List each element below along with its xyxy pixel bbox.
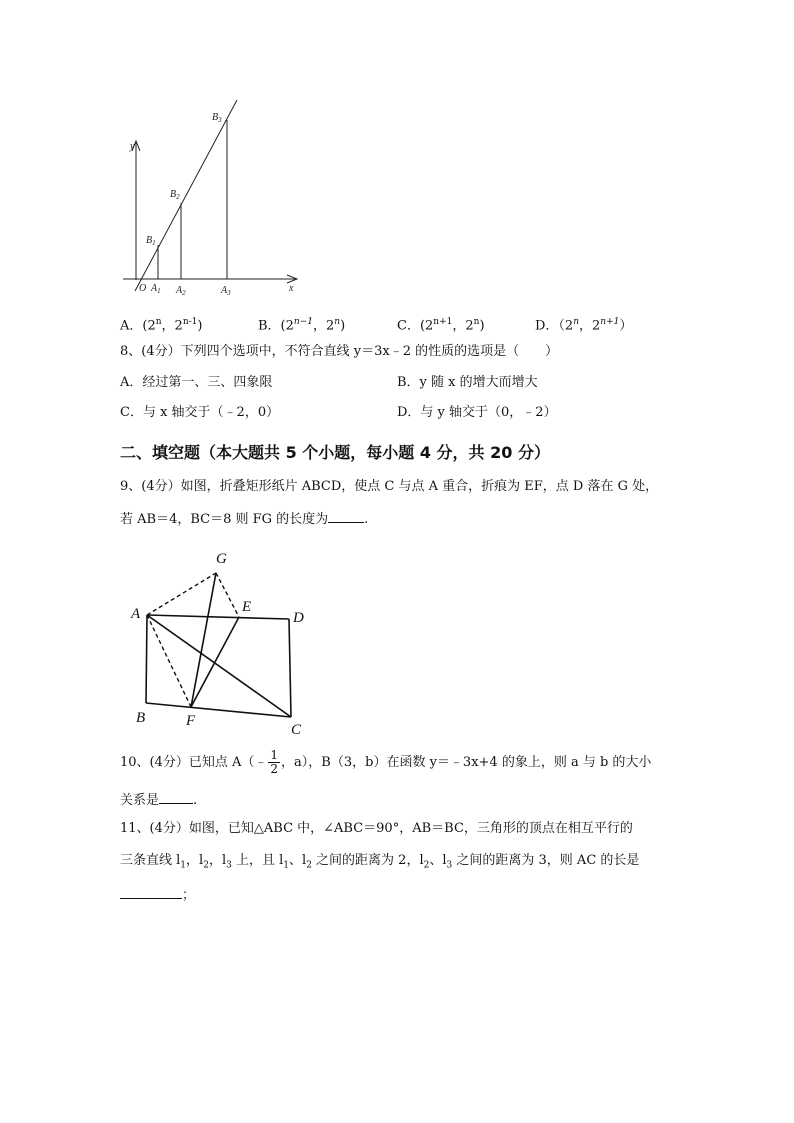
label-e: E — [242, 599, 252, 615]
slanted-line — [135, 100, 237, 291]
label-o: O — [139, 283, 147, 294]
dashed-ag — [147, 573, 216, 615]
q8-option-c: C．与 x 轴交于（﹣2，0） — [120, 405, 280, 420]
segment-fg — [191, 573, 216, 707]
q8-option-b: B．y 随 x 的增大而增大 — [397, 375, 538, 390]
label-x: x — [289, 283, 294, 294]
label-f: F — [186, 713, 196, 729]
label-a1: $A_1$ — [151, 283, 161, 295]
q10-line2: 关系是 . — [120, 790, 197, 810]
label-y: y — [130, 141, 135, 152]
label-b3: $B_3$ — [212, 112, 222, 124]
q10-fraction: $\frac{1}{2}$ — [270, 748, 279, 776]
label-g: G — [216, 551, 227, 567]
q7-option-a: A．(2$^n$，2$^{n-1}$) — [120, 317, 203, 334]
label-a: A — [131, 606, 141, 622]
dashed-af — [147, 615, 191, 707]
label-d: D — [293, 610, 304, 626]
label-a3: $A_3$ — [221, 285, 231, 297]
q10-answer-blank[interactable] — [159, 790, 193, 804]
q11-line2: 三条直线 $l_1$，$l_2$，$l_3$ 上，且 $l_1$、$l_2$ 之间的距离为 2，$l_2$、$l_3$ 之间的距离为 3，则 AC 的长是 — [120, 853, 640, 871]
q7-option-c: C．($2^{n+1}$，2$^n$) — [397, 317, 485, 334]
q8-stem: 8、(4分）下列四个选项中，不符合直线 y＝3x﹣2 的性质的选项是（ ） — [120, 344, 559, 359]
label-a2: $A_2$ — [176, 285, 186, 297]
edge-ba — [146, 615, 147, 703]
q9-line1: 9、(4分）如图，折叠矩形纸片 ABCD，使点 C 与点 A 重合，折痕为 EF，点 D 落在 G 处， — [120, 479, 659, 494]
q7-option-b: B．($2^{n-1}$，2$^n$) — [258, 317, 346, 334]
label-b: B — [136, 710, 146, 726]
q11-line3: ； — [120, 885, 195, 905]
q8-option-a: A．经过第一、三、四象限 — [120, 375, 273, 390]
figure-graph — [115, 95, 315, 300]
edge-dc — [289, 619, 291, 717]
q8-option-d: D．与 y 轴交于（0，﹣2） — [397, 405, 557, 420]
label-c: C — [291, 722, 302, 738]
label-b1: $B_1$ — [146, 235, 156, 247]
diagonal-ac — [147, 615, 291, 717]
q11-line1: 11、(4分）如图，已知△ABC 中，∠ABC＝90°，AB＝BC，三角形的顶点在相互平行的 — [120, 821, 633, 836]
crease-ef — [191, 617, 239, 707]
q7-option-d: D．（2$^n$，$2^{n+1}$） — [535, 317, 633, 334]
q9-line2: 若 AB＝4，BC＝8 则 FG 的长度为 . — [120, 509, 368, 529]
q10-line1: 10、(4分）已知点 A（﹣ $\frac{1}{2}$ ，a），B（3，b）在函数 y＝﹣3x+4 的象上，则 a 与 b 的大小 — [120, 748, 652, 776]
section-title: 二、填空题（本大题共 5 个小题，每小题 4 分，共 20 分） — [120, 443, 550, 462]
edge-cb — [146, 703, 291, 717]
label-b2: $B_2$ — [170, 189, 180, 201]
q11-answer-blank[interactable] — [120, 885, 182, 899]
dashed-ge — [216, 573, 239, 617]
figure-folded-rectangle — [125, 545, 315, 740]
q9-answer-blank[interactable] — [328, 509, 364, 523]
edge-ad — [147, 615, 289, 619]
